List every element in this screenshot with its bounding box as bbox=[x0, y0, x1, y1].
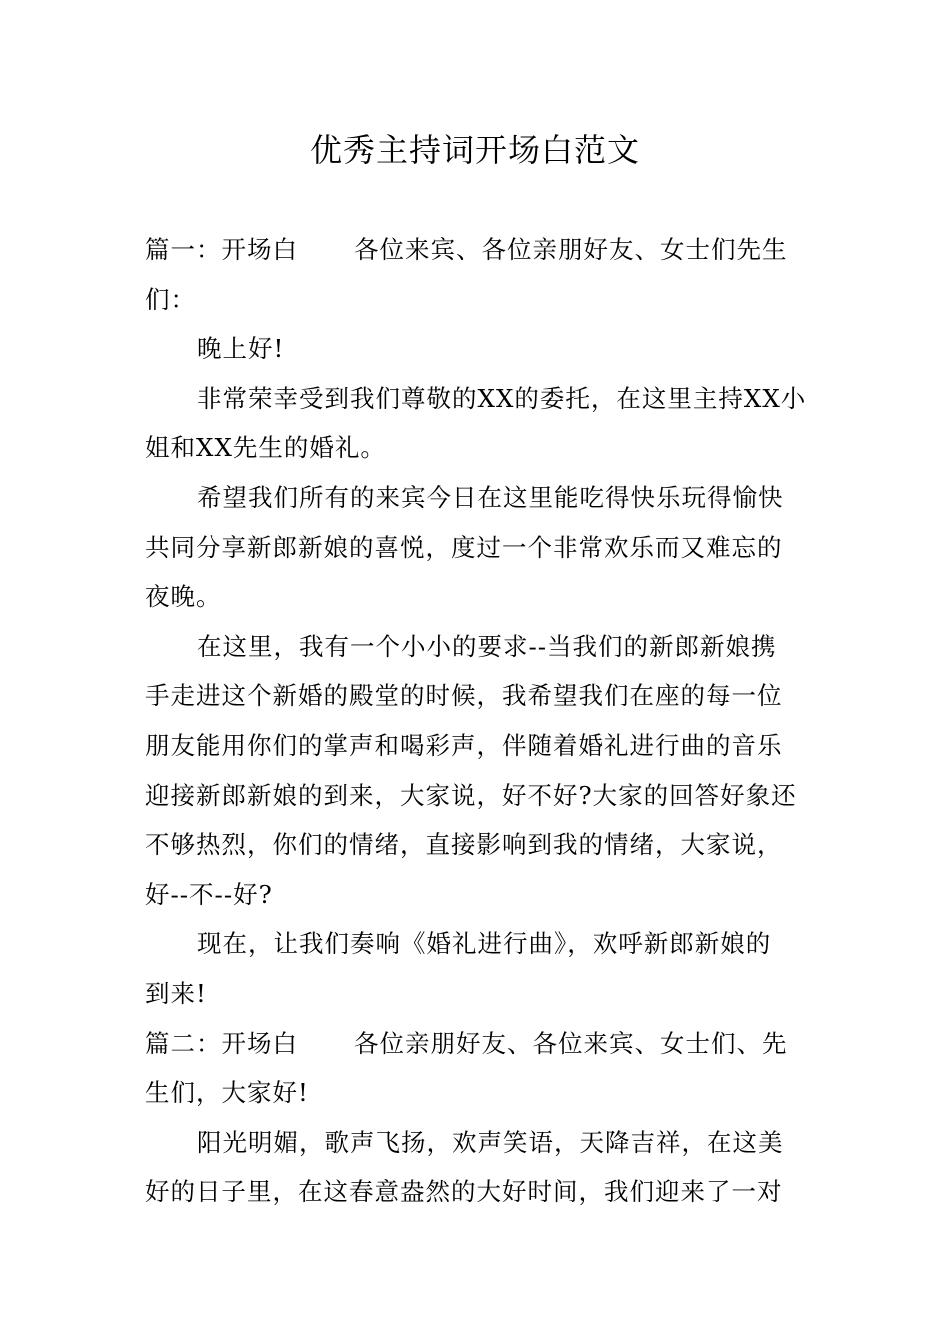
text-line: 好--不--好? bbox=[145, 879, 273, 909]
text-line: 现在，让我们奏响《婚礼进行曲》，欢呼新郎新娘的 bbox=[197, 929, 772, 959]
text-line: 们： bbox=[145, 284, 196, 314]
text-line: 在这里，我有一个小小的要求--当我们的新郎新娘携 bbox=[197, 631, 777, 661]
text-line: 生们，大家好! bbox=[145, 1078, 309, 1108]
section-heading-line bbox=[145, 1019, 807, 1069]
section-heading-line bbox=[145, 225, 807, 275]
section-heading: 篇一：开场白 bbox=[145, 235, 298, 264]
text-line: 不够热烈，你们的情绪，直接影响到我的情绪，大家说， bbox=[145, 830, 783, 860]
text-line: 晚上好! bbox=[197, 334, 285, 364]
document-title: 优秀主持词开场白范文 bbox=[309, 131, 640, 169]
paragraph-text: 各位来宾、各位亲朋好友、女士们先生 bbox=[354, 235, 788, 264]
text-line: 到来! bbox=[145, 978, 207, 1008]
text-line: 手走进这个新婚的殿堂的时候，我希望我们在座的每一位 bbox=[145, 681, 783, 711]
text-line: 阳光明媚，歌声飞扬，欢声笑语，天降吉祥，在这美 bbox=[197, 1127, 784, 1157]
paragraph-text: 各位亲朋好友、各位来宾、女士们、先 bbox=[354, 1028, 788, 1058]
text-line: 朋友能用你们的掌声和喝彩声，伴随着婚礼进行曲的音乐 bbox=[145, 730, 783, 760]
text-line: 好的日子里，在这春意盎然的大好时间，我们迎来了一对 bbox=[145, 1177, 783, 1207]
document-body bbox=[145, 225, 807, 1217]
text-line: 夜晚。 bbox=[145, 582, 222, 612]
text-line: 非常荣幸受到我们尊敬的XX的委托，在这里主持XX小 bbox=[197, 383, 807, 413]
section-heading: 篇二：开场白 bbox=[145, 1028, 298, 1058]
text-line: 迎接新郎新娘的到来，大家说，好不好?大家的回答好象还 bbox=[145, 780, 797, 810]
text-line: 姐和XX先生的婚礼。 bbox=[145, 433, 386, 463]
text-line: 共同分享新郎新娘的喜悦，度过一个非常欢乐而又难忘的 bbox=[145, 532, 783, 562]
text-line: 希望我们所有的来宾今日在这里能吃得快乐玩得愉快 bbox=[197, 482, 784, 512]
